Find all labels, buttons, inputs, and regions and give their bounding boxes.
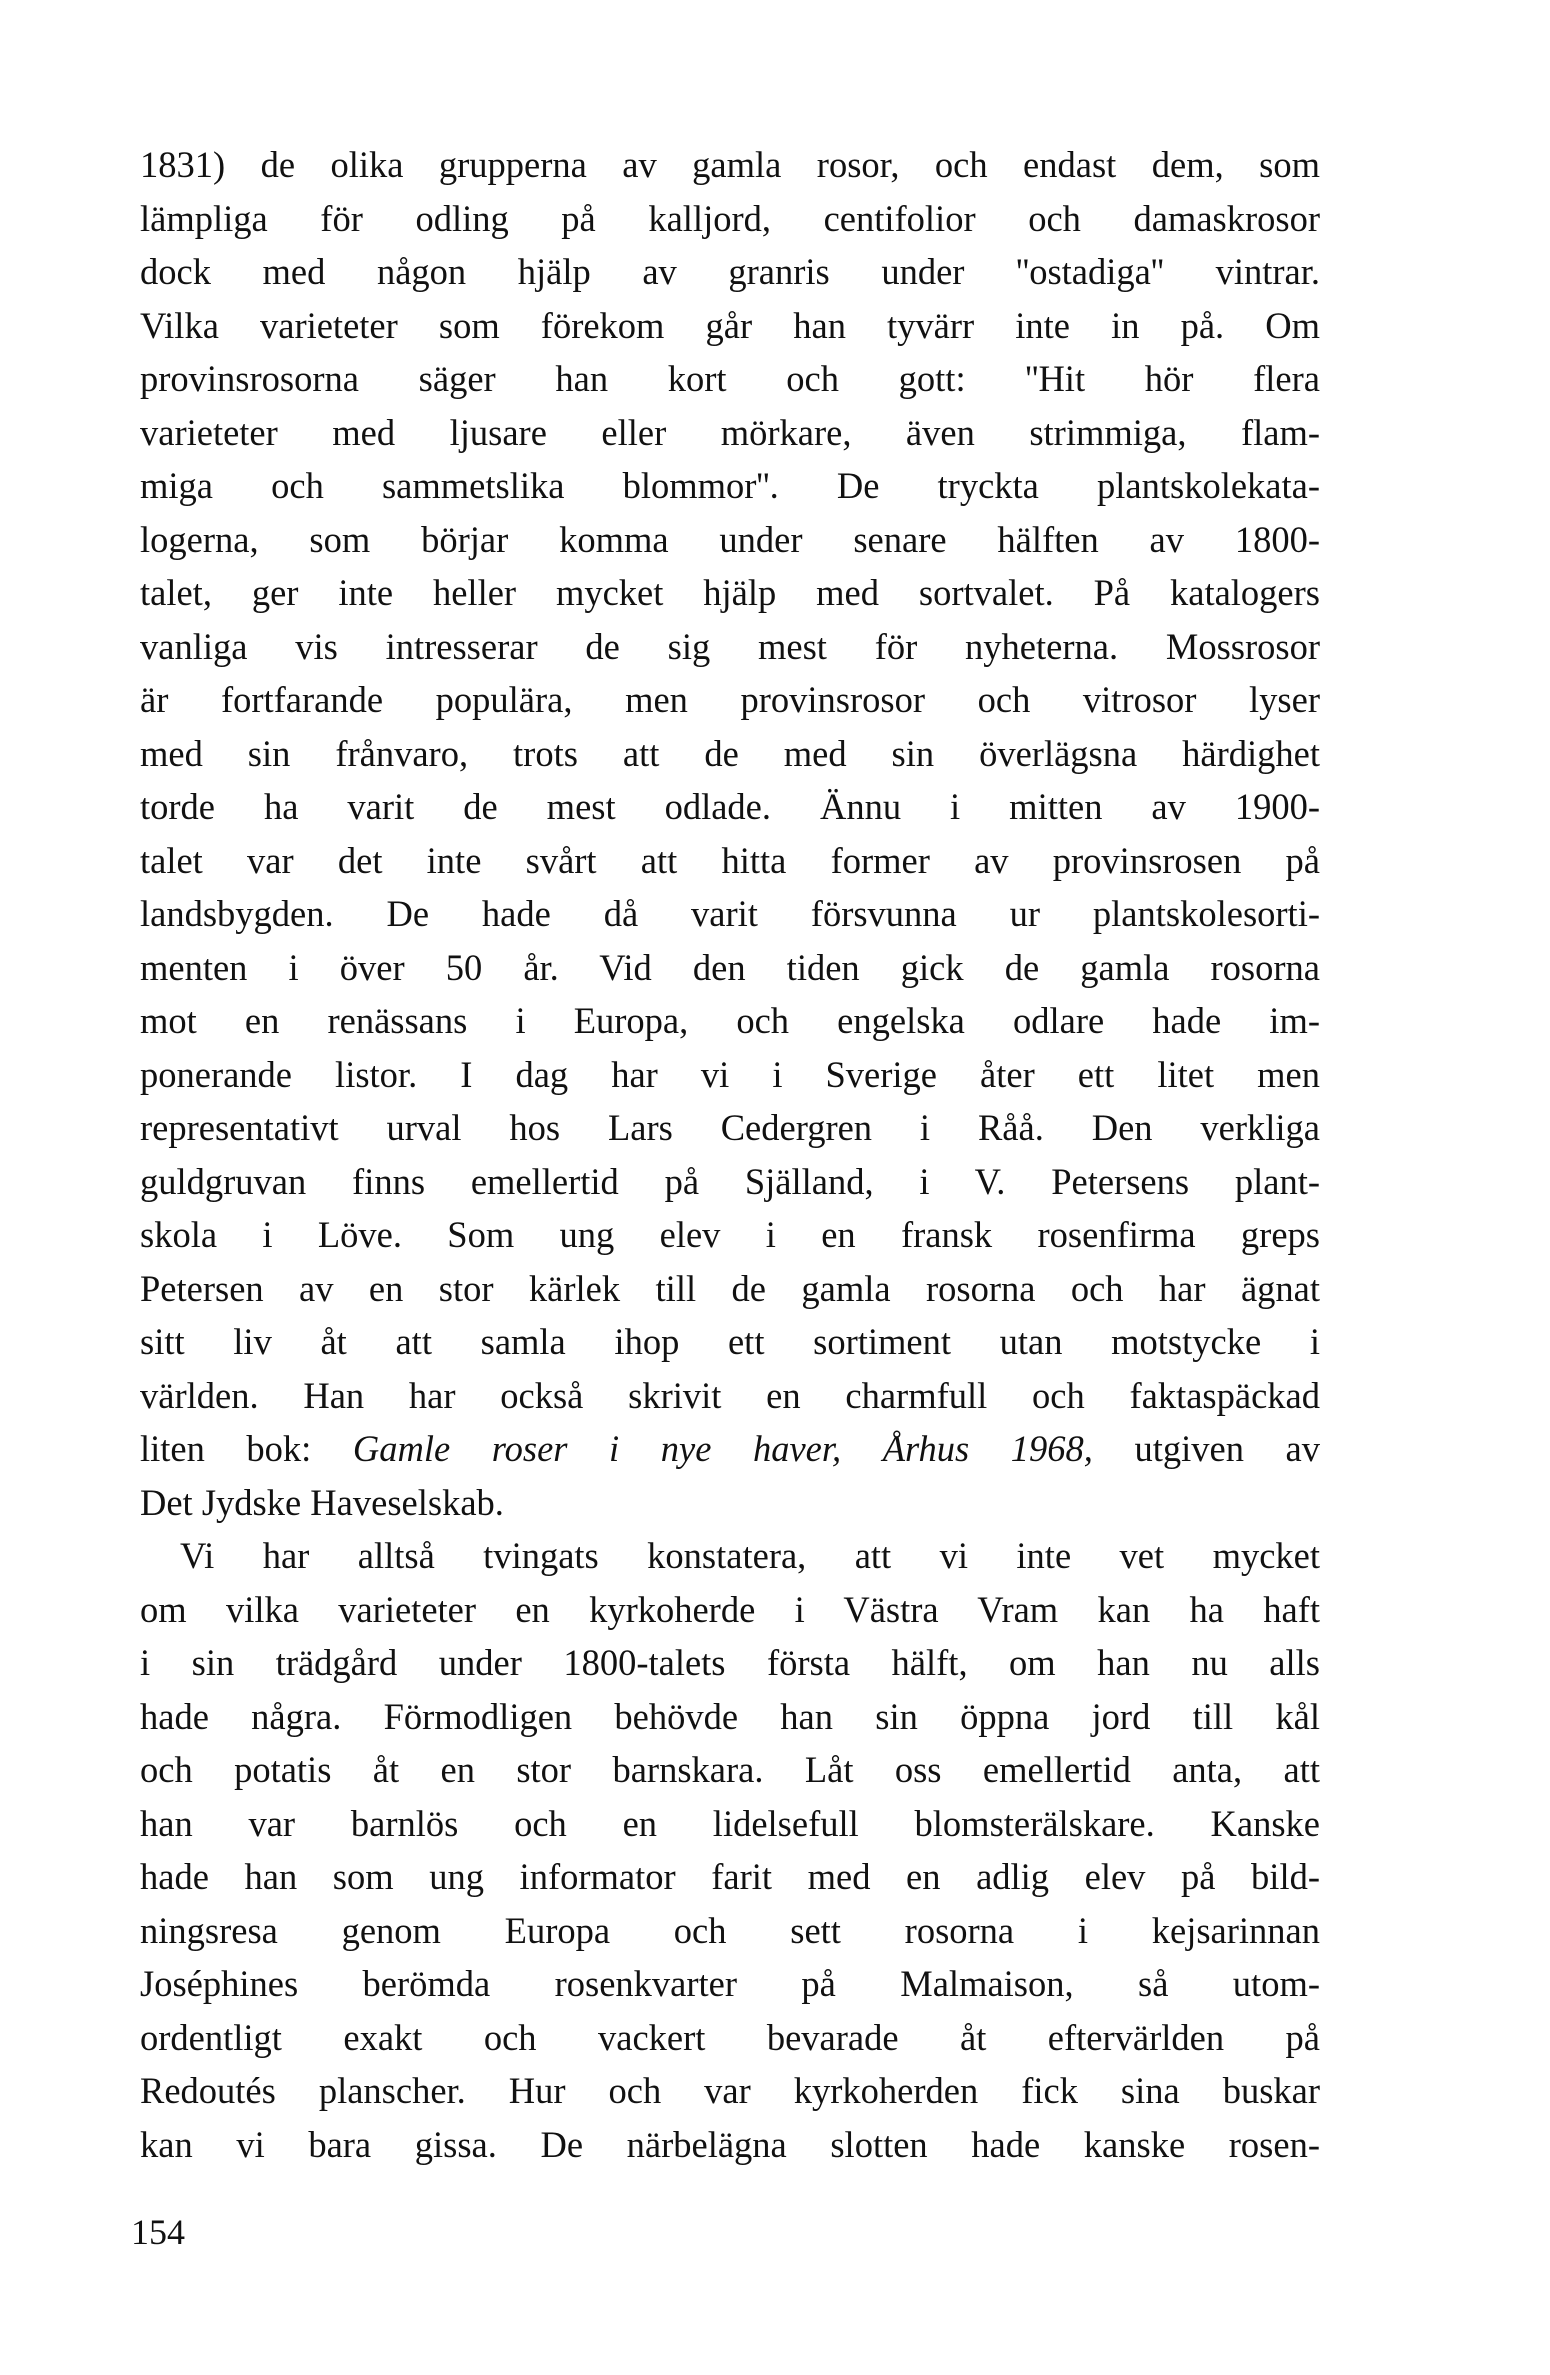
text-line: logerna, som börjar komma under senare hälften av 1800- — [140, 518, 1320, 560]
text-line: ordentligt exakt och vackert bevarade åt eftervärlden på — [140, 2016, 1320, 2058]
text-line: lämpliga för odling på kalljord, centifolior och damaskrosor — [140, 197, 1320, 239]
text-line: menten i över 50 år. Vid den tiden gick de gamla rosorna — [140, 946, 1320, 988]
text-line: Joséphines berömda rosenkvarter på Malmaison, så utom- — [140, 1963, 1320, 2004]
text-line: ningsresa genom Europa och sett rosorna i kejsarinnan — [140, 1909, 1320, 1951]
paragraph — [140, 1529, 1320, 2171]
text-line: Redoutés planscher. Hur och var kyrkoherden fick sina buskar — [140, 2070, 1320, 2111]
text-line: varieteter med ljusare eller mörkare, även strimmiga, flam- — [140, 411, 1320, 453]
text-line: världen. Han har också skrivit en charmfull och faktaspäckad — [140, 1374, 1320, 1416]
paragraph — [140, 138, 1320, 1529]
text-segment: utgiven av — [1092, 1428, 1320, 1469]
text-line: med sin frånvaro, trots att de med sin överlägsna härdighet — [140, 732, 1320, 774]
text-line: hade några. Förmodligen behövde han sin öppna jord till kål — [140, 1695, 1320, 1737]
text-line: Det Jydske Haveselskab. — [140, 1481, 504, 1523]
text-line: är fortfarande populära, men provinsrosor och vitrosor lyser — [140, 679, 1320, 720]
text-line: han var barnlös och en lidelsefull blomsterälskare. Kanske — [140, 1802, 1320, 1844]
text-line: Petersen av en stor kärlek till de gamla rosorna och har ägnat — [140, 1267, 1320, 1309]
text-line: vanliga vis intresserar de sig mest för nyheterna. Mossrosor — [140, 625, 1320, 667]
text-line: hade han som ung informator farit med en adlig elev på bild- — [140, 1856, 1320, 1897]
text-line: Vi har alltså tvingats konstatera, att vi inte vet mycket — [180, 1535, 1320, 1576]
text-line: mot en renässans i Europa, och engelska odlare hade im- — [140, 1000, 1320, 1041]
text-line: sitt liv åt att samla ihop ett sortiment utan motstycke i — [140, 1321, 1320, 1362]
text-line: om vilka varieteter en kyrkoherde i Västra Vram kan ha haft — [140, 1588, 1320, 1630]
text-line: talet, ger inte heller mycket hjälp med sortvalet. På katalogers — [140, 572, 1320, 613]
text-line: representativt urval hos Lars Cedergren i Råå. Den verkliga — [140, 1107, 1320, 1148]
text-line: guldgruvan finns emellertid på Själland, i V. Petersens plant- — [140, 1160, 1320, 1202]
body-text — [140, 138, 1320, 2171]
text-line: kan vi bara gissa. De närbelägna slotten hade kanske rosen- — [140, 2123, 1320, 2165]
text-line: miga och sammetslika blommor''. De tryckta plantskolekata- — [140, 465, 1320, 506]
text-line-with-title — [140, 1422, 1320, 1476]
text-line: talet var det inte svårt att hitta former av provinsrosen på — [140, 839, 1320, 881]
text-line: dock med någon hjälp av granris under ''ostadiga'' vintrar. — [140, 251, 1320, 292]
text-line: provinsrosorna säger han kort och gott: ''Hit hör flera — [140, 358, 1320, 399]
text-line: skola i Löve. Som ung elev i en fransk rosenfirma greps — [140, 1214, 1320, 1255]
text-line: 1831) de olika grupperna av gamla rosor, och endast dem, som — [140, 144, 1320, 185]
text-line: ponerande listor. I dag har vi i Sverige åter ett litet men — [140, 1053, 1320, 1095]
page-number: 154 — [131, 2212, 185, 2252]
text-line: landsbygden. De hade då varit försvunna ur plantskolesorti- — [140, 893, 1320, 934]
text-line: och potatis åt en stor barnskara. Låt oss emellertid anta, att — [140, 1749, 1320, 1790]
text-line: torde ha varit de mest odlade. Ännu i mitten av 1900- — [140, 786, 1320, 827]
text-line: Vilka varieteter som förekom går han tyvärr inte in på. Om — [140, 304, 1320, 346]
text-segment: liten bok: — [140, 1428, 353, 1469]
text-line: i sin trädgård under 1800-talets första hälft, om han nu alls — [140, 1642, 1320, 1683]
book-title: Gamle roser i nye haver, Århus 1968, — [352, 1428, 1093, 1469]
